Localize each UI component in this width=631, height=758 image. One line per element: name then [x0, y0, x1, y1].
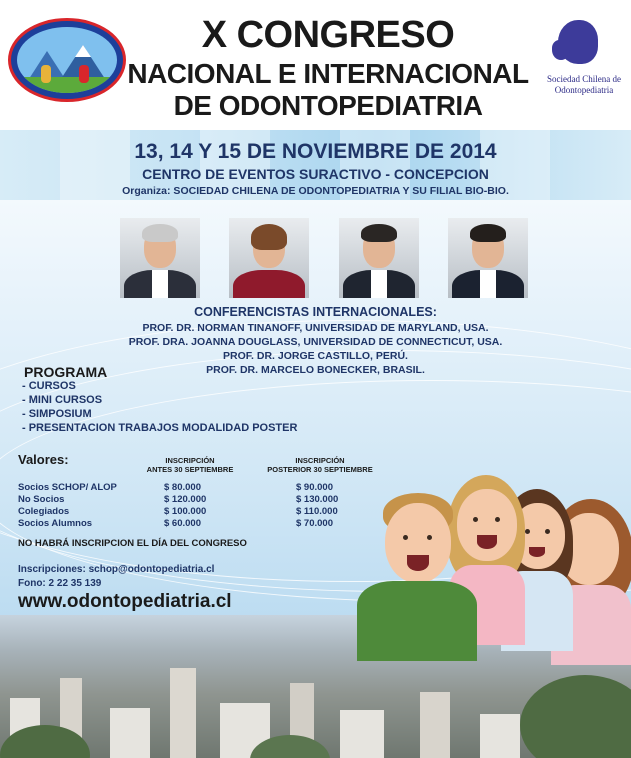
phone-number: Fono: 2 22 35 139 [18, 578, 102, 589]
speaker-item: PROF. DR. MARCELO BONECKER, BRASIL. [206, 364, 425, 376]
price-before: $ 100.000 [164, 506, 207, 517]
price-row-label: No Socios [18, 494, 65, 505]
email-link[interactable]: schop@odontopediatria.cl [85, 564, 215, 575]
speaker-item: PROF. DR. NORMAN TINANOFF, UNIVERSIDAD DE MARYLAND, USA. [142, 322, 489, 334]
price-before: $ 80.000 [164, 482, 201, 493]
speakers-heading: CONFERENCISTAS INTERNACIONALES: [194, 305, 437, 319]
title-line-2: NACIONAL E INTERNACIONAL [127, 58, 529, 89]
speaker-photo-tinanoff [120, 218, 200, 298]
program-heading: PROGRAMA [24, 364, 108, 380]
event-venue: CENTRO DE EVENTOS SURACTIVO - CONCEPCION [142, 166, 489, 182]
event-date: 13, 14 Y 15 DE NOVIEMBRE DE 2014 [134, 140, 497, 163]
registration-contact: Inscripciones: schop@odontopediatria.cl [18, 564, 215, 575]
price-row-label: Colegiados [18, 506, 70, 517]
poster-header [0, 0, 631, 130]
price-before: $ 120.000 [164, 494, 207, 505]
speaker-item: PROF. DRA. JOANNA DOUGLASS, UNIVERSIDAD DE CONNECTICUT, USA. [128, 336, 503, 348]
title-line-1: X CONGRESO [201, 14, 455, 56]
speaker-photo-castillo [339, 218, 419, 298]
website-link[interactable]: www.odontopediatria.cl [18, 591, 232, 612]
speaker-item: PROF. DR. JORGE CASTILLO, PERÚ. [223, 350, 408, 362]
society-logo [544, 18, 624, 118]
program-item: - SIMPOSIUM [22, 408, 92, 420]
price-column-header-before: INSCRIPCIÓN ANTES 30 SEPTIEMBRE [146, 456, 234, 474]
event-organizer: Organiza: SOCIEDAD CHILENA DE ODONTOPEDIATRIA Y SU FILIAL BIO-BIO. [122, 185, 509, 197]
price-after: $ 70.000 [296, 518, 333, 529]
price-after: $ 110.000 [296, 506, 338, 517]
no-onsite-registration-note: NO HABRÁ INSCRIPCION EL DÍA DEL CONGRESO [18, 538, 247, 549]
program-item: - CURSOS [22, 380, 76, 392]
prices-heading: Valores: [18, 452, 69, 467]
speaker-photo-douglass [229, 218, 309, 298]
speaker-photo-bonecker [448, 218, 528, 298]
program-item: - PRESENTACION TRABAJOS MODALIDAD POSTER [22, 422, 298, 434]
kids-mountain-logo [8, 18, 126, 102]
program-item: - MINI CURSOS [22, 394, 103, 406]
price-after: $ 90.000 [296, 482, 333, 493]
price-before: $ 60.000 [164, 518, 201, 529]
price-column-header-after: INSCRIPCIÓN POSTERIOR 30 SEPTIEMBRE [267, 456, 373, 474]
price-row-label: Socios Alumnos [18, 518, 93, 529]
children-photo [355, 475, 631, 655]
title-line-3: DE ODONTOPEDIATRIA [173, 90, 483, 121]
price-row-label: Socios SCHOP/ ALOP [18, 482, 117, 493]
society-logo-text: Sociedad Chilena de Odontopediatria [547, 74, 621, 95]
price-after: $ 130.000 [296, 494, 339, 505]
